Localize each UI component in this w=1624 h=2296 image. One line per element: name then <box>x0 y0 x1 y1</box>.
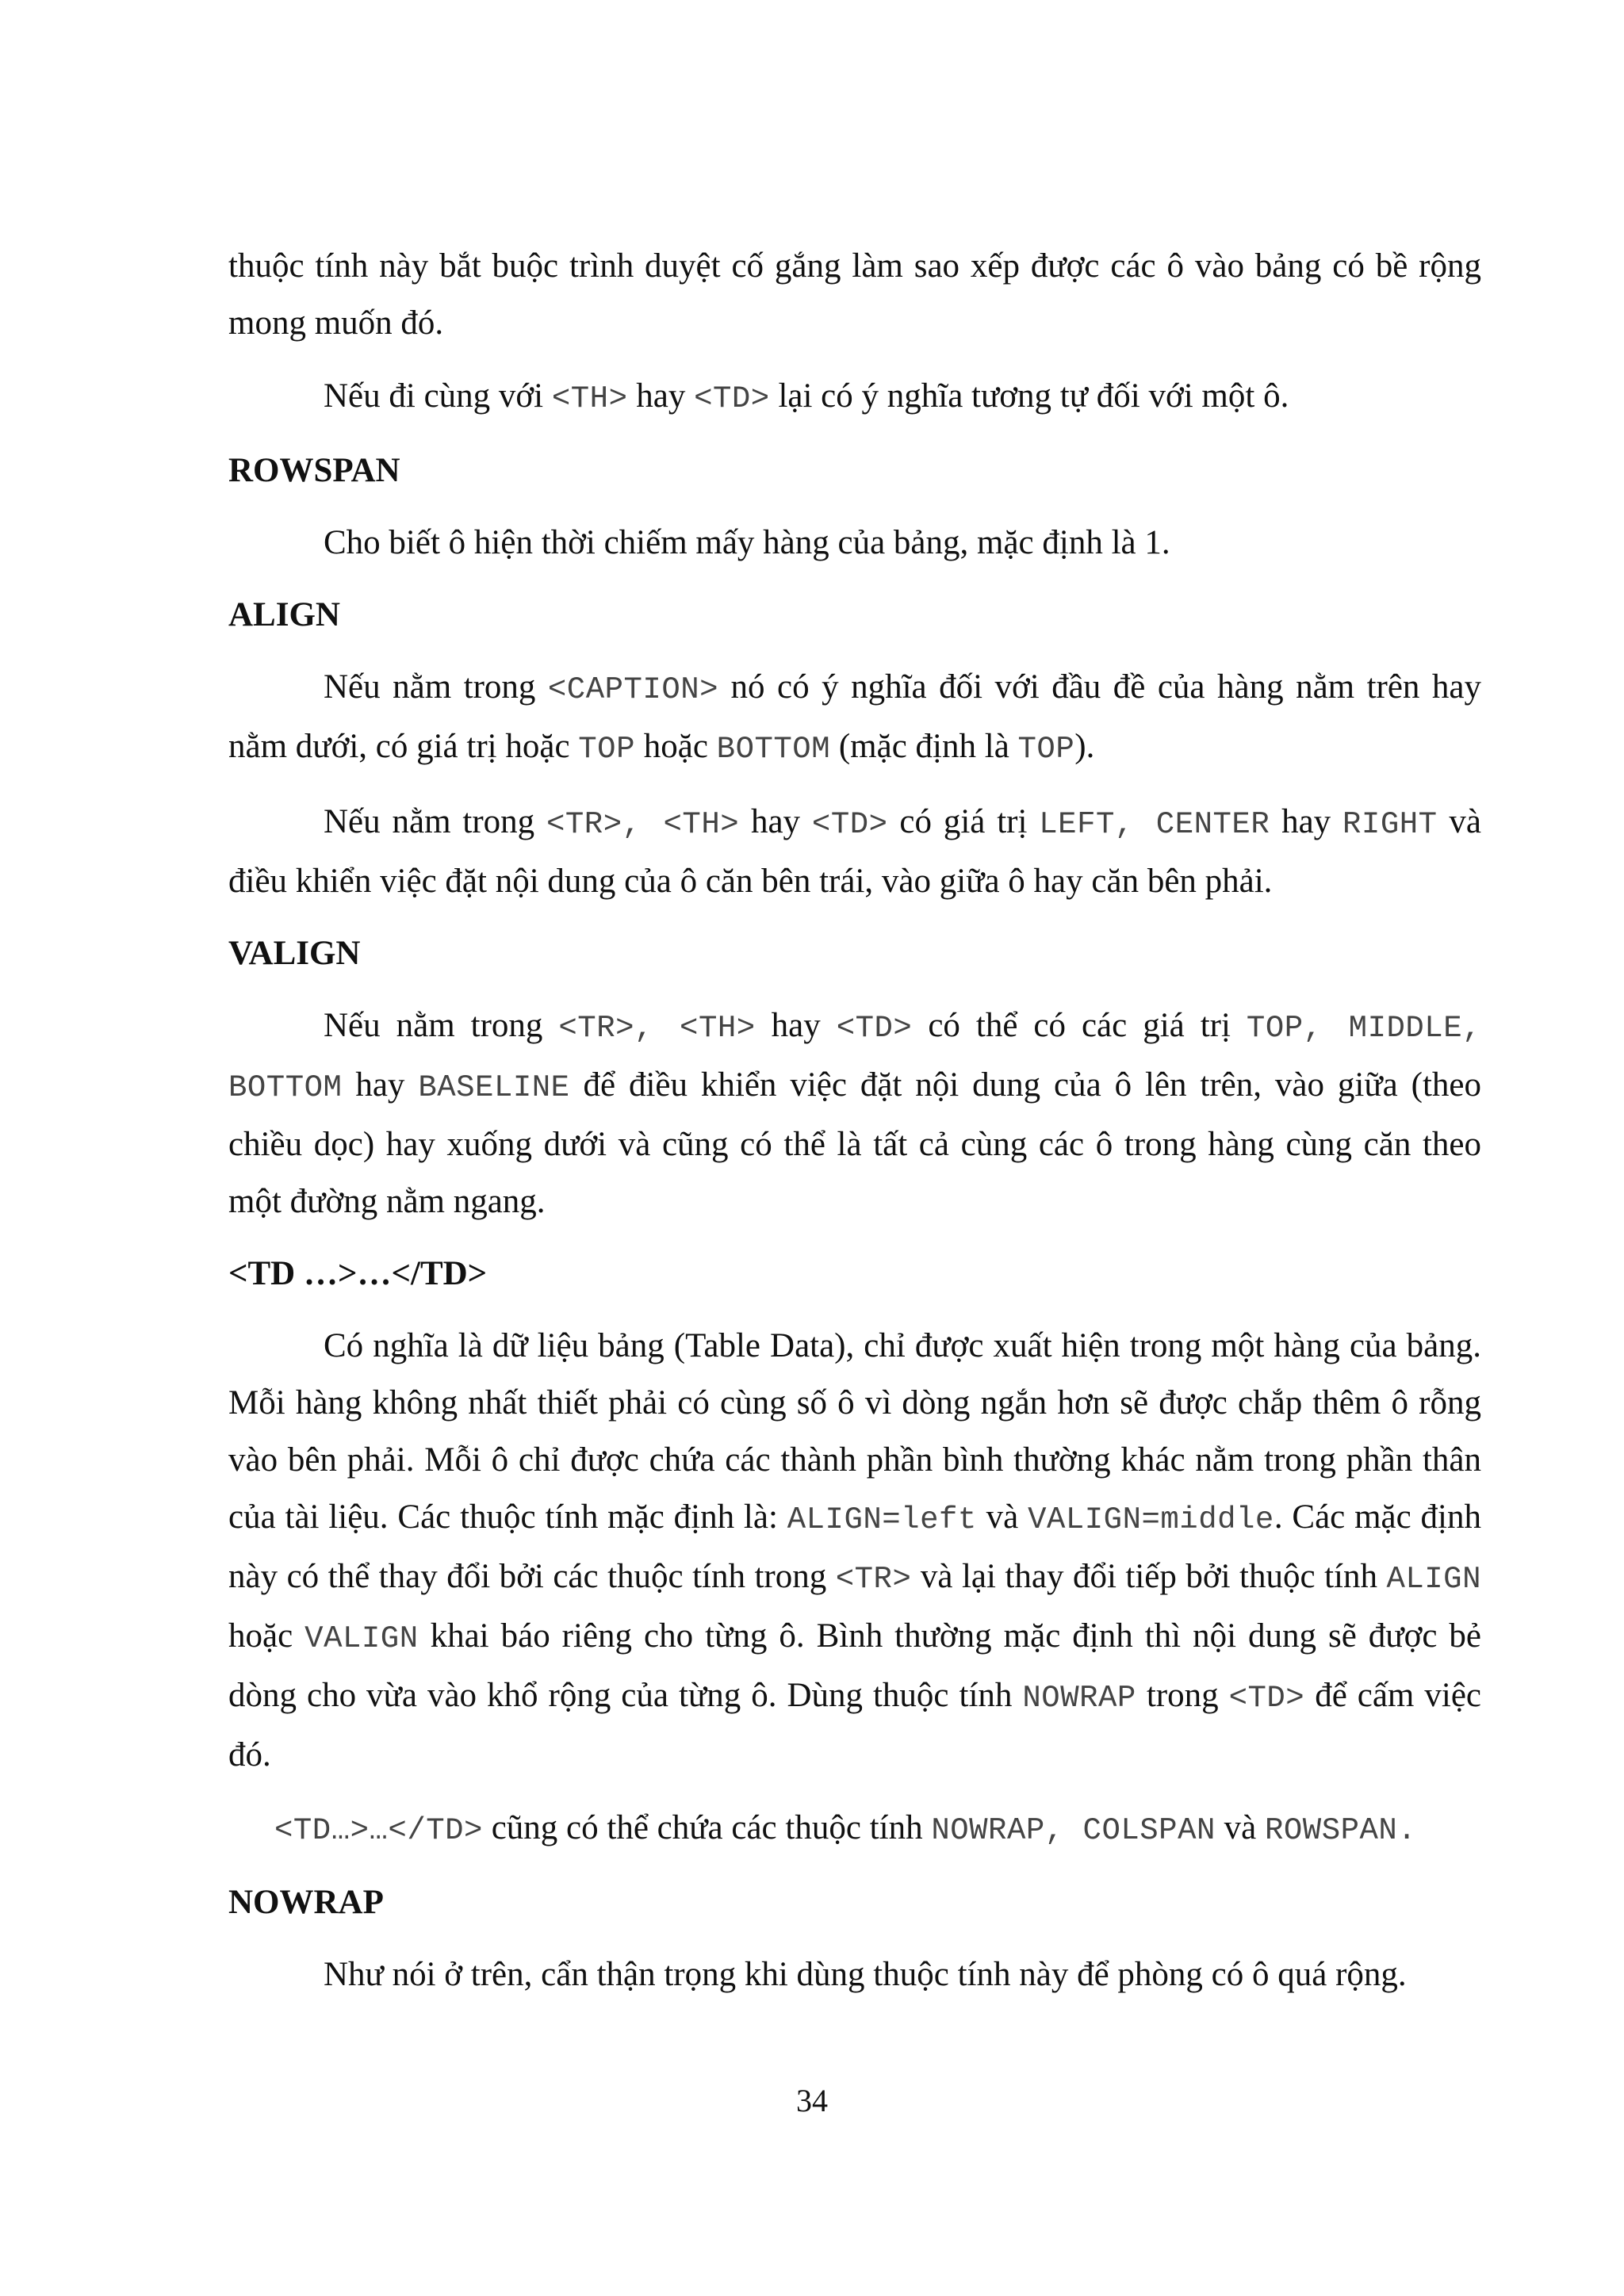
text: hay <box>755 1007 837 1044</box>
paragraph-nowrap <box>228 1946 1481 2003</box>
text: (mặc định là <box>830 728 1018 765</box>
code-baseline: BASELINE <box>418 1070 570 1105</box>
code-align-left: ALIGN=left <box>787 1502 977 1537</box>
code-period: . <box>1397 1813 1417 1848</box>
heading-valign: VALIGN <box>228 935 361 972</box>
text: và <box>1215 1809 1265 1846</box>
text: để cấm việc đó. <box>228 1677 1481 1774</box>
text: có thể có các giá trị <box>912 1007 1247 1044</box>
code-nowrap-colspan: NOWRAP, COLSPAN <box>931 1813 1216 1848</box>
text: có giá trị <box>887 803 1040 840</box>
text: và điều khiển việc đặt nội dung của ô căn bên trái, vào giữa ô hay căn bên phải. <box>228 803 1481 900</box>
text: Nếu nằm trong <box>324 668 548 706</box>
paragraph-th-td-note <box>228 368 1481 427</box>
document-page <box>228 238 1481 2019</box>
text: hoặc <box>228 1617 305 1655</box>
code-nowrap: NOWRAP <box>1022 1681 1136 1716</box>
heading-rowspan: ROWSPAN <box>228 452 400 489</box>
code-tr: <TR> <box>835 1562 912 1597</box>
text: thuộc tính này bắt buộc trình duyệt cố gắng làm sao xếp được các ô vào bảng có bề rộng mong muốn đó. <box>228 247 1481 342</box>
text: trong <box>1136 1677 1229 1714</box>
code-bottom: BOTTOM <box>716 732 831 767</box>
code-td-tag: <TD…>…</TD> <box>274 1813 483 1848</box>
text: Như nói ở trên, cẩn thận trọng khi dùng thuộc tính này để phòng có ô quá rộng. <box>324 1956 1407 1993</box>
code-rowspan: ROWSPAN <box>1264 1813 1398 1848</box>
text: và <box>976 1498 1028 1536</box>
code-tr-th: <TR>, <TH> <box>558 1011 756 1046</box>
text: hay <box>1270 803 1343 840</box>
heading-td: <TD …>…</TD> <box>228 1255 488 1292</box>
code-top-middle-bottom: TOP, MIDDLE, BOTTOM <box>228 1011 1481 1105</box>
heading-nowrap: NOWRAP <box>228 1884 384 1921</box>
paragraph-width-continuation <box>228 238 1481 352</box>
text: Nếu nằm trong <box>324 1007 559 1044</box>
text: và lại thay đổi tiếp bởi thuộc tính <box>911 1558 1387 1595</box>
text: Nếu nằm trong <box>324 803 546 840</box>
code-left-center: LEFT, CENTER <box>1039 807 1270 842</box>
text: Có nghĩa là dữ liệu bảng (Table Data), chỉ được xuất hiện trong một hàng của bảng. Mỗi hàng không nhất thiết phải có cùng số ô vì dòng ngắn hơn sẽ được chắp thêm ô rỗng vào bên phải. Mỗi ô chỉ được chứa các thành phần bình thường khác nằm trong phần thân của tài liệu. Các thuộc tính mặc định là: <box>228 1327 1481 1536</box>
text: ). <box>1074 728 1095 765</box>
code-valign-middle: VALIGN=middle <box>1028 1502 1274 1537</box>
code-td: <TD> <box>811 807 888 842</box>
paragraph-td-description <box>228 1318 1481 1784</box>
paragraph-align-cells <box>228 794 1481 910</box>
text: nó có ý nghĩa đối với đầu đề của hàng nằm trên hay nằm dưới, có giá trị hoặc <box>228 668 1482 765</box>
code-tr-th: <TR>, <TH> <box>546 807 740 842</box>
code-top: TOP <box>1017 732 1075 767</box>
paragraph-td-attributes <box>228 1800 1481 1859</box>
paragraph-rowspan <box>228 515 1481 572</box>
code-caption: <CAPTION> <box>547 672 719 707</box>
text: để điều khiển việc đặt nội dung của ô lên trên, vào giữa (theo chiều dọc) hay xuống dưới và cũng có thể là tất cả cùng các ô trong hàng cùng căn theo một đường nằm ngang. <box>228 1066 1481 1220</box>
text: hay <box>627 377 695 415</box>
heading-align: ALIGN <box>228 596 340 633</box>
code-td: <TD> <box>1228 1681 1305 1716</box>
code-top: TOP <box>578 732 635 767</box>
code-td: <TD> <box>694 381 770 416</box>
text: . Các mặc định này có thể thay đổi bởi các thuộc tính trong <box>228 1498 1481 1595</box>
code-th: <TH> <box>551 381 628 416</box>
code-valign: VALIGN <box>304 1621 419 1656</box>
text: Cho biết ô hiện thời chiếm mấy hàng của bảng, mặc định là 1. <box>324 524 1170 561</box>
code-td: <TD> <box>836 1011 913 1046</box>
text: Nếu đi cùng với <box>324 377 552 415</box>
code-align: ALIGN <box>1386 1562 1481 1597</box>
text: cũng có thể chứa các thuộc tính <box>482 1809 932 1846</box>
paragraph-valign <box>228 997 1481 1230</box>
text: hay <box>739 803 812 840</box>
text: hoặc <box>635 728 717 765</box>
text: hay <box>342 1066 419 1104</box>
page-number: 34 <box>796 2083 828 2118</box>
text: khai báo riêng cho từng ô. Bình thường mặc định thì nội dung sẽ được bẻ dòng cho vừa vào khổ rộng của từng ô. Dùng thuộc tính <box>228 1617 1482 1714</box>
text: lại có ý nghĩa tương tự đối với một ô. <box>769 377 1289 415</box>
paragraph-align-caption <box>228 659 1481 778</box>
code-right: RIGHT <box>1342 807 1438 842</box>
